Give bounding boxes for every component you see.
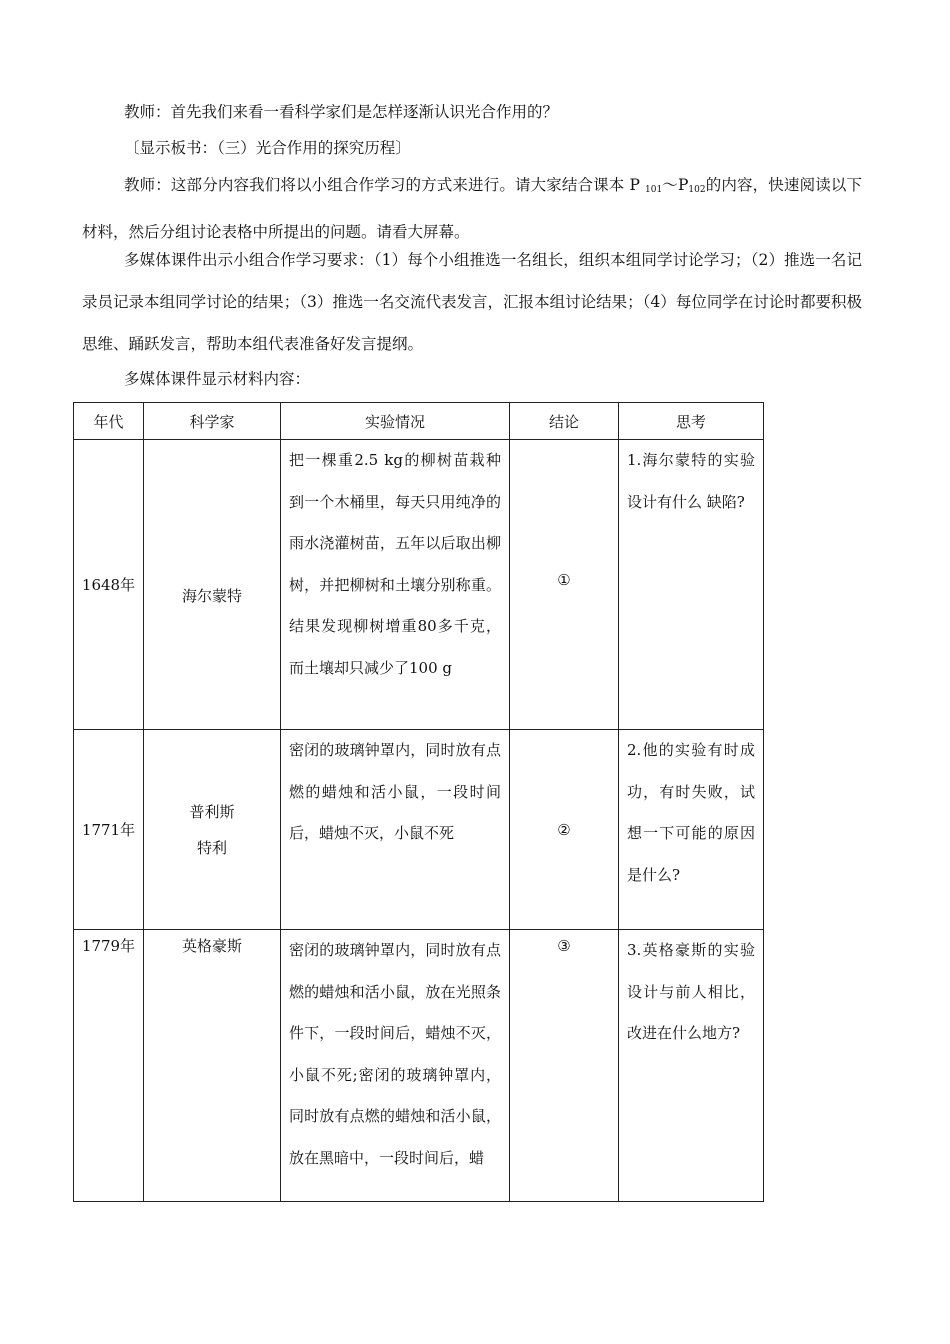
header-year: 年代 <box>74 403 144 440</box>
table-header-row <box>74 403 764 440</box>
experiment-cell: 把一棵重2.5 kg的柳树苗栽种到一个木桶里，每天只用纯净的雨水浇灌树苗，五年以后取出柳树，并把柳树和土壤分别称重。结果发现柳树增重80多千克，而土壤却只减少了100 g <box>281 440 510 730</box>
conclusion-cell: ③ <box>510 930 619 1202</box>
scientist-name-line2: 特利 <box>196 838 227 857</box>
conclusion-cell: ② <box>510 730 619 930</box>
thinking-cell: 3.英格豪斯的实验设计与前人相比，改进在什么地方? <box>619 930 764 1202</box>
scientist-cell: 海尔蒙特 <box>144 440 281 730</box>
scientist-cell: 英格豪斯 <box>144 930 281 1202</box>
year-cell: 1771年 <box>74 730 144 930</box>
header-conclusion: 结论 <box>510 403 619 440</box>
experiment-cell: 密闭的玻璃钟罩内，同时放有点燃的蜡烛和活小鼠，一段时间后，蜡烛不灭，小鼠不死 <box>281 730 510 930</box>
header-experiment: 实验情况 <box>281 403 510 440</box>
page-subscript-102: 102 <box>688 185 706 195</box>
instruction-text-a: 教师：这部分内容我们将以小组合作学习的方式来进行。请大家结合课本 P <box>124 176 645 194</box>
scientist-cell <box>144 730 281 930</box>
thinking-cell: 2.他的实验有时成功，有时失败，试想一下可能的原因是什么? <box>619 730 764 930</box>
paragraph-board-note: 〔显示板书：（三）光合作用的探究历程〕 <box>124 139 411 157</box>
experiment-cell: 密闭的玻璃钟罩内，同时放有点燃的蜡烛和活小鼠，放在光照条件下，一段时间后，蜡烛不灭，小鼠不死;密闭的玻璃钟罩内，同时放有点燃的蜡烛和活小鼠，放在黑暗中，一段时间后，蜡 <box>281 930 510 1202</box>
paragraph-teacher-intro: 教师：首先我们来看一看科学家们是怎样逐渐认识光合作用的？ <box>124 103 559 121</box>
instruction-text-c: 的内容，快速阅读以下材料，然后分组讨论表格中所提出的问题。请看大屏幕。 <box>82 176 862 241</box>
conclusion-cell: ① <box>510 440 619 730</box>
paragraph-group-requirements: 多媒体课件出示小组合作学习要求：（1）每个小组推选一名组长，组织本组同学讨论学习；（2）推选一名记录员记录本组同学讨论的结果；（3）推选一名交流代表发言，汇报本组讨论结果；（4）每位同学在讨论时都要积极思维、踊跃发言，帮助本组代表准备好发言提纲。 <box>82 251 862 353</box>
paragraph-material-intro: 多媒体课件显示材料内容： <box>124 370 311 388</box>
instruction-text-b: ～P <box>662 176 689 194</box>
year-cell: 1779年 <box>74 930 144 1202</box>
table-row <box>74 440 764 730</box>
table-row <box>74 930 764 1202</box>
history-table <box>73 402 764 1202</box>
header-thinking: 思考 <box>619 403 764 440</box>
table-row <box>74 730 764 930</box>
scientist-name-line1: 普利斯 <box>189 802 235 821</box>
header-scientist: 科学家 <box>144 403 281 440</box>
thinking-cell: 1.海尔蒙特的实验设计有什么 缺陷? <box>619 440 764 730</box>
year-cell: 1648年 <box>74 440 144 730</box>
page-subscript-101: 101 <box>645 185 663 195</box>
